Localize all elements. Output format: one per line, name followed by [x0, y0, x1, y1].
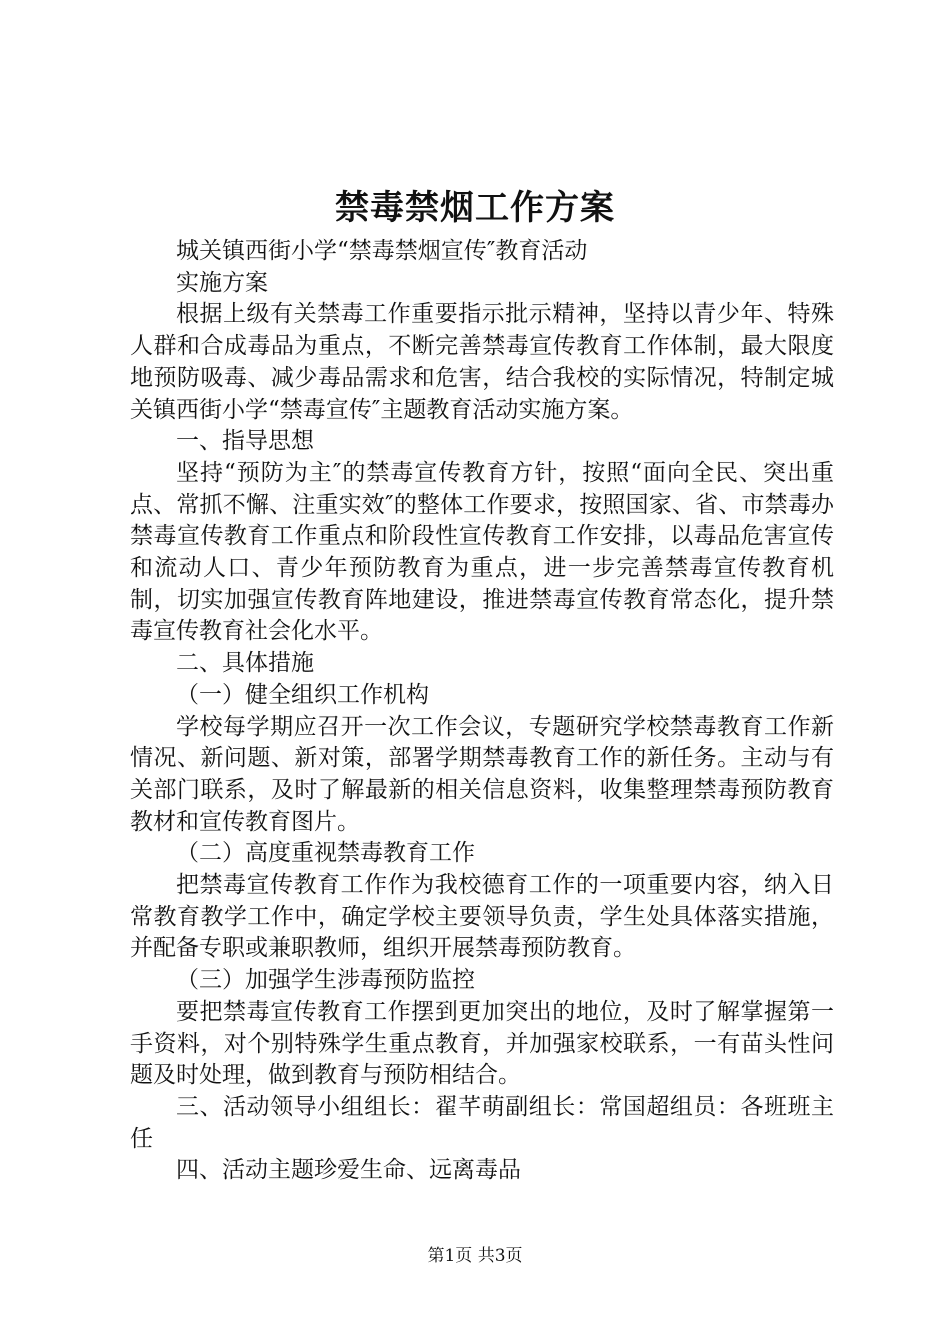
subtitle-line-2: 实施方案 — [176, 269, 268, 296]
organization-paragraph: 学校每学期应召开一次工作会议，专题研究学校禁毒教育工作新情况、新问题、新对策，部署学期禁毒教育工作的新任务。主动与有关部门联系，及时了解最新的相关信息资料，收集整理禁毒预防教育教材和宣传教育图片。 — [130, 713, 834, 835]
subsection-heading-1: （一）健全组织工作机构 — [176, 681, 429, 708]
subtitle-line-1: 城关镇西街小学“禁毒禁烟宣传″教育活动 — [176, 238, 588, 264]
education-work-paragraph: 把禁毒宣传教育工作作为我校德育工作的一项重要内容，纳入日常教育教学工作中，确定学校主要领导负责，学生处具体落实措施，并配备专职或兼职教师，组织开展禁毒预防教育。 — [130, 872, 834, 962]
activity-theme-paragraph: 四、活动主题珍爱生命、远离毒品 — [176, 1157, 521, 1184]
subsection-heading-3: （三）加强学生涉毒预防监控 — [176, 967, 475, 994]
monitoring-paragraph: 要把禁毒宣传教育工作摆到更加突出的地位，及时了解掌握第一手资料，对个别特殊学生重点教育，并加强家校联系，一有苗头性问题及时处理，做到教育与预防相结合。 — [130, 998, 834, 1089]
guiding-ideology-paragraph: 坚持“预防为主″的禁毒宣传教育方针，按照“面向全民、突出重点、常抓不懈、注重实效″的整体工作要求，按照国家、省、市禁毒办禁毒宣传教育工作重点和阶段性宣传教育工作安排，以毒品危害宣传和流动人口、青少年预防教育为重点，进一步完善禁毒宣传教育机制，切实加强宣传教育阵地建设，推进禁毒宣传教育常态化，提升禁毒宣传教育社会化水平。 — [130, 459, 834, 645]
page-number-footer: 第1页 共3页 — [427, 1246, 523, 1266]
leadership-group-paragraph: 三、活动领导小组组长：翟芊萌副组长：常国超组员：各班班主任 — [130, 1093, 834, 1152]
document-body — [130, 236, 834, 1187]
section-heading-2: 二、具体措施 — [176, 650, 314, 677]
document-title: 禁毒禁烟工作方案 — [335, 188, 615, 228]
subsection-heading-2: （二）高度重视禁毒教育工作 — [176, 840, 475, 867]
section-heading-1: 一、指导思想 — [176, 428, 314, 455]
intro-paragraph: 根据上级有关禁毒工作重要指示批示精神，坚持以青少年、特殊人群和合成毒品为重点，不断完善禁毒宣传教育工作体制，最大限度地预防吸毒、减少毒品需求和危害，结合我校的实际情况，特制定城关镇西街小学“禁毒宣传″主题教育活动实施方案。 — [130, 301, 834, 423]
